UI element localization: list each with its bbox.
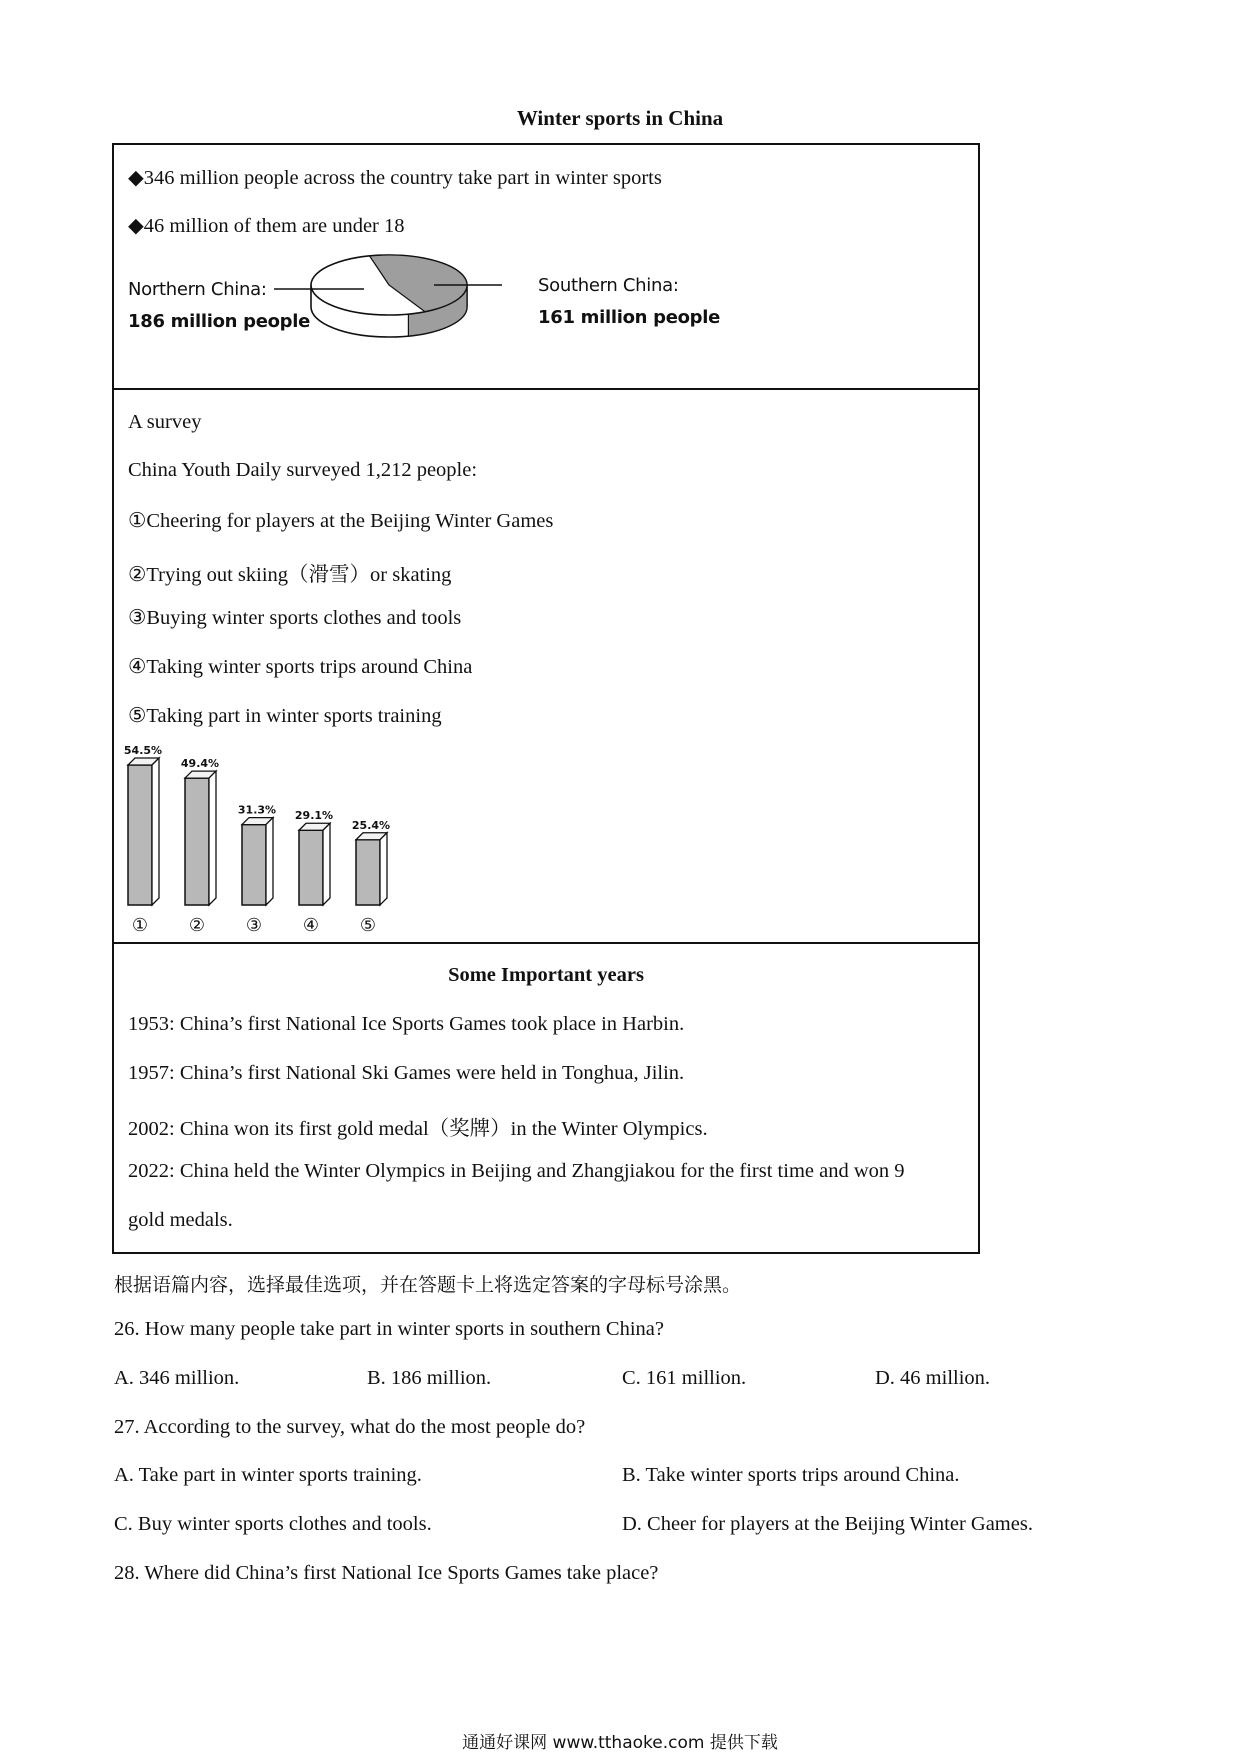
bar-category-label-2: ② xyxy=(188,915,206,936)
bar-side-4 xyxy=(323,823,330,905)
north-label-value: 186 million people xyxy=(128,311,311,332)
q27-option-b[interactable]: B. Take winter sports trips around China. xyxy=(622,1464,960,1486)
year-item-2002: 2002: China won its first gold medal（奖牌）in the Winter Olympics. xyxy=(128,1118,708,1140)
survey-intro: China Youth Daily surveyed 1,212 people: xyxy=(128,459,478,481)
instruction: 根据语篇内容，选择最佳选项，并在答题卡上将选定答案的字母标号涂黑。 xyxy=(114,1274,742,1296)
survey-bar-chart xyxy=(118,745,418,940)
bar-2 xyxy=(185,778,209,905)
year-item-2022: 2022: China held the Winter Olympics in Beijing and Zhangjiakou for the first time and won 9 xyxy=(128,1160,905,1182)
survey-item-1: ①Cheering for players at the Beijing Winter Games xyxy=(128,510,554,532)
bar-5 xyxy=(356,840,380,905)
south-label-region: Southern China: xyxy=(538,275,679,296)
bar-side-1 xyxy=(152,758,159,905)
q27-option-d[interactable]: D. Cheer for players at the Beijing Winter Games. xyxy=(622,1513,1033,1535)
bar-side-5 xyxy=(380,833,387,905)
bar-side-3 xyxy=(266,818,273,905)
bar-value-label-1: 54.5% xyxy=(123,745,163,757)
bar-value-label-2: 49.4% xyxy=(180,757,220,771)
bar-category-label-5: ⑤ xyxy=(359,915,377,936)
population-pie-chart xyxy=(274,245,504,355)
bar-value-label-3: 31.3% xyxy=(237,803,277,817)
year-item-1953: 1953: China’s first National Ice Sports Games took place in Harbin. xyxy=(128,1013,685,1035)
footer-credit: 通通好课网 www.tthaoke.com 提供下载 xyxy=(462,1733,778,1753)
question-27-stem: 27. According to the survey, what do the most people do? xyxy=(114,1416,586,1438)
q26-option-d[interactable]: D. 46 million. xyxy=(875,1367,991,1389)
year-item-1957: 1957: China’s first National Ski Games were held in Tonghua, Jilin. xyxy=(128,1062,685,1084)
q27-option-c[interactable]: C. Buy winter sports clothes and tools. xyxy=(114,1513,432,1535)
bar-category-label-3: ③ xyxy=(245,915,263,936)
bar-category-label-1: ① xyxy=(131,915,149,936)
years-heading: Some Important years xyxy=(448,964,644,986)
bar-side-2 xyxy=(209,771,216,905)
fact-line-2: ◆46 million of them are under 18 xyxy=(128,215,405,237)
south-label xyxy=(538,270,720,334)
survey-heading: A survey xyxy=(128,411,202,433)
fact-line-1: ◆346 million people across the country take part in winter sports xyxy=(128,167,662,189)
facts-box xyxy=(112,143,980,390)
survey-box xyxy=(112,388,980,944)
bar-value-label-5: 25.4% xyxy=(351,818,391,832)
question-28-stem: 28. Where did China’s first National Ice Sports Games take place? xyxy=(114,1562,659,1584)
year-item-2022-cont: gold medals. xyxy=(128,1209,233,1231)
survey-item-4: ④Taking winter sports trips around China xyxy=(128,656,473,678)
bar-1 xyxy=(128,765,152,905)
years-box xyxy=(112,942,980,1254)
page-title: Winter sports in China xyxy=(516,106,724,130)
q26-option-a[interactable]: A. 346 million. xyxy=(114,1367,240,1389)
q27-option-a[interactable]: A. Take part in winter sports training. xyxy=(114,1464,422,1486)
bar-4 xyxy=(299,830,323,905)
survey-item-2: ②Trying out skiing（滑雪）or skating xyxy=(128,564,452,586)
bar-value-label-4: 29.1% xyxy=(294,809,334,823)
south-label-value: 161 million people xyxy=(538,307,721,328)
survey-item-5: ⑤Taking part in winter sports training xyxy=(128,705,442,727)
survey-item-3: ③Buying winter sports clothes and tools xyxy=(128,607,462,629)
q26-option-b[interactable]: B. 186 million. xyxy=(367,1367,492,1389)
bar-category-label-4: ④ xyxy=(302,915,320,936)
question-26-stem: 26. How many people take part in winter sports in southern China? xyxy=(114,1318,664,1340)
north-label-region: Northern China: xyxy=(128,279,267,300)
bar-3 xyxy=(242,825,266,905)
q26-option-c[interactable]: C. 161 million. xyxy=(622,1367,747,1389)
